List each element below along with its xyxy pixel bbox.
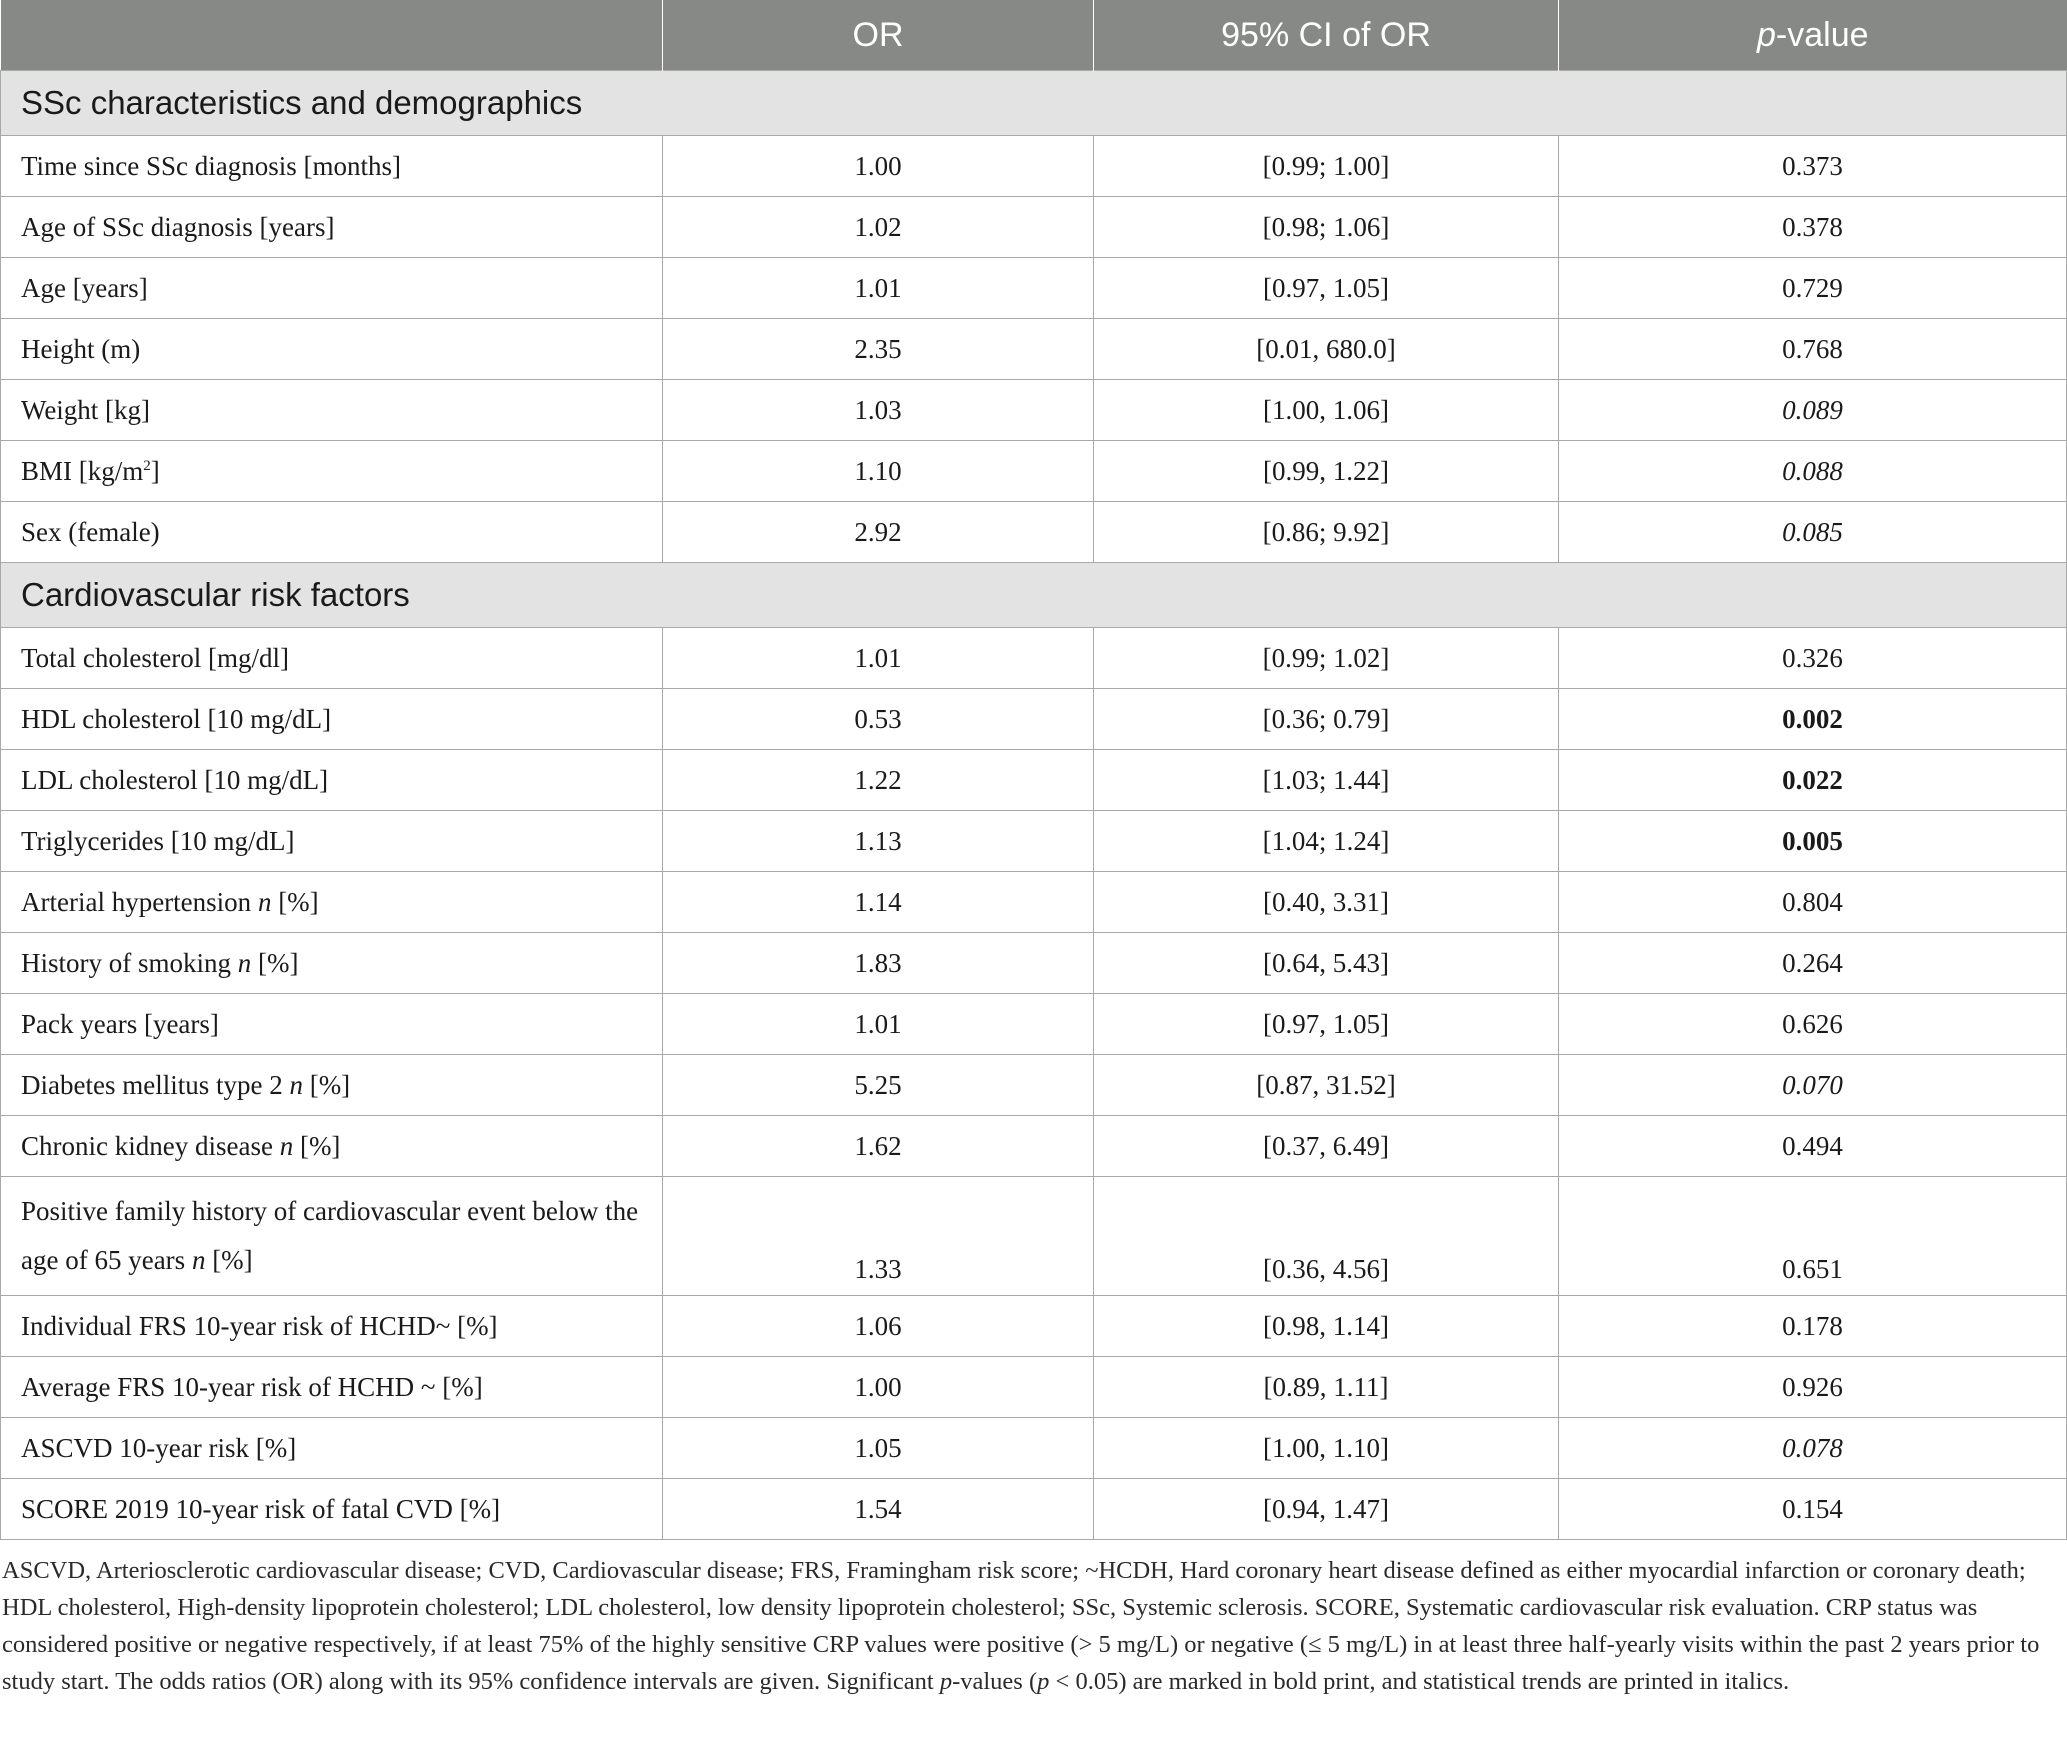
row-ci: [1.03; 1.44] — [1094, 750, 1559, 811]
row-label: Age of SSc diagnosis [years] — [1, 197, 663, 258]
row-label: Height (m) — [1, 319, 663, 380]
row-label-tail: [%] — [271, 886, 319, 917]
row-ci: [0.86; 9.92] — [1094, 502, 1559, 563]
table-row — [1, 811, 2067, 872]
row-label: Pack years [years] — [1, 994, 663, 1055]
row-p-value: 0.626 — [1559, 994, 2067, 1055]
row-label: Sex (female) — [1, 502, 663, 563]
row-ci: [0.36; 0.79] — [1094, 689, 1559, 750]
row-label-text: Diabetes mellitus type 2 — [21, 1069, 290, 1100]
row-ci: [0.37, 6.49] — [1094, 1116, 1559, 1177]
row-or: 0.53 — [663, 689, 1094, 750]
row-p-value: 0.729 — [1559, 258, 2067, 319]
footnote-text: -values ( — [952, 1668, 1038, 1695]
row-ci: [0.97, 1.05] — [1094, 258, 1559, 319]
table-row — [1, 1418, 2067, 1479]
row-ci: [0.36, 4.56] — [1094, 1177, 1559, 1296]
row-p-value-trend: 0.070 — [1559, 1055, 2067, 1116]
footnote-text: ASCVD, Arteriosclerotic cardiovascular disease; CVD, Cardiovascular disease; FRS, Framingham risk score; ~HCDH, Hard coronary heart disease defined as either myocardial infarction or coronary death; HDL cholesterol, High-density lipoprotein cholesterol; LDL cholesterol, low density lipoprotein cholesterol; SSc, Systemic sclerosis. SCORE, Systematic cardiovascular risk evaluation. CRP status was considered positive or negative respectively, if at least 75% of the highly sensitive CRP values were positive (> 5 mg/L) or negative (≤ 5 mg/L) in at least three half-yearly visits within the past 2 years prior to study start. The odds ratios (OR) along with its 95% confidence intervals are given. Significant — [2, 1557, 2040, 1695]
row-label — [1, 872, 663, 933]
row-p-value-significant: 0.002 — [1559, 689, 2067, 750]
row-label-text: BMI [kg/m — [21, 455, 144, 486]
row-p-value: 0.804 — [1559, 872, 2067, 933]
row-or: 5.25 — [663, 1055, 1094, 1116]
row-p-value: 0.264 — [1559, 933, 2067, 994]
row-label-n: n — [279, 1130, 294, 1161]
row-p-value: 0.154 — [1559, 1479, 2067, 1540]
header-p-letter: p — [1756, 15, 1776, 54]
row-or: 2.92 — [663, 502, 1094, 563]
row-label-text: Chronic kidney disease — [21, 1130, 280, 1161]
row-ci: [0.87, 31.52] — [1094, 1055, 1559, 1116]
row-label: Total cholesterol [mg/dl] — [1, 628, 663, 689]
row-or: 1.01 — [663, 994, 1094, 1055]
table-footnote — [0, 1540, 2054, 1700]
row-or: 1.00 — [663, 1357, 1094, 1418]
row-label: HDL cholesterol [10 mg/dL] — [1, 689, 663, 750]
row-p-value-trend: 0.085 — [1559, 502, 2067, 563]
table-row — [1, 197, 2067, 258]
row-ci: [0.98; 1.06] — [1094, 197, 1559, 258]
row-p-value-trend: 0.088 — [1559, 441, 2067, 502]
row-ci: [0.99; 1.02] — [1094, 628, 1559, 689]
row-label-superscript: 2 — [143, 457, 151, 474]
row-label — [1, 933, 663, 994]
row-ci: [1.04; 1.24] — [1094, 811, 1559, 872]
row-label: SCORE 2019 10-year risk of fatal CVD [%] — [1, 1479, 663, 1540]
row-or: 1.01 — [663, 258, 1094, 319]
row-ci: [0.98, 1.14] — [1094, 1296, 1559, 1357]
section-title: Cardiovascular risk factors — [1, 563, 2067, 628]
row-or: 2.35 — [663, 319, 1094, 380]
row-p-value-trend: 0.078 — [1559, 1418, 2067, 1479]
table-row — [1, 258, 2067, 319]
row-label: Average FRS 10-year risk of HCHD ~ [%] — [1, 1357, 663, 1418]
row-ci: [0.99; 1.00] — [1094, 136, 1559, 197]
row-label-n: n — [257, 886, 272, 917]
row-label — [1, 1116, 663, 1177]
row-label — [1, 1177, 663, 1296]
row-or: 1.05 — [663, 1418, 1094, 1479]
row-label-text: History of smoking — [21, 947, 238, 978]
header-row — [1, 0, 2067, 71]
table-row — [1, 994, 2067, 1055]
row-or: 1.62 — [663, 1116, 1094, 1177]
row-label-tail: [%] — [205, 1245, 253, 1275]
table-row — [1, 628, 2067, 689]
row-label-text: Arterial hypertension — [21, 886, 258, 917]
row-label: ASCVD 10-year risk [%] — [1, 1418, 663, 1479]
row-ci: [0.64, 5.43] — [1094, 933, 1559, 994]
table-row — [1, 1296, 2067, 1357]
table-row — [1, 872, 2067, 933]
row-label — [1, 441, 663, 502]
row-ci: [0.99, 1.22] — [1094, 441, 1559, 502]
row-or: 1.22 — [663, 750, 1094, 811]
row-label: Triglycerides [10 mg/dL] — [1, 811, 663, 872]
row-or: 1.54 — [663, 1479, 1094, 1540]
header-ci: 95% CI of OR — [1094, 0, 1559, 71]
row-ci: [0.94, 1.47] — [1094, 1479, 1559, 1540]
row-or: 1.02 — [663, 197, 1094, 258]
section-title: SSc characteristics and demographics — [1, 71, 2067, 136]
row-label: Individual FRS 10-year risk of HCHD~ [%] — [1, 1296, 663, 1357]
row-p-value: 0.378 — [1559, 197, 2067, 258]
footnote-p-italic: p — [939, 1668, 953, 1695]
row-or: 1.13 — [663, 811, 1094, 872]
header-p-value — [1559, 0, 2067, 71]
row-or: 1.00 — [663, 136, 1094, 197]
table-row — [1, 750, 2067, 811]
row-ci: [0.97, 1.05] — [1094, 994, 1559, 1055]
table-row — [1, 380, 2067, 441]
section-header — [1, 563, 2067, 628]
row-p-value: 0.494 — [1559, 1116, 2067, 1177]
row-ci: [0.40, 3.31] — [1094, 872, 1559, 933]
row-label: Time since SSc diagnosis [months] — [1, 136, 663, 197]
table-row — [1, 1116, 2067, 1177]
row-or: 1.06 — [663, 1296, 1094, 1357]
row-label-tail: [%] — [293, 1130, 341, 1161]
row-label-n: n — [237, 947, 252, 978]
footnote-text: < 0.05) are marked in bold print, and statistical trends are printed in italics. — [1049, 1668, 1790, 1695]
table-row — [1, 689, 2067, 750]
table-row — [1, 1357, 2067, 1418]
row-p-value: 0.178 — [1559, 1296, 2067, 1357]
row-or: 1.14 — [663, 872, 1094, 933]
row-label-n: n — [289, 1069, 303, 1100]
row-ci: [0.01, 680.0] — [1094, 319, 1559, 380]
row-or: 1.01 — [663, 628, 1094, 689]
table-row — [1, 1055, 2067, 1116]
header-variable — [1, 0, 663, 71]
row-or: 1.03 — [663, 380, 1094, 441]
row-label: LDL cholesterol [10 mg/dL] — [1, 750, 663, 811]
row-label-tail: [%] — [251, 947, 299, 978]
table-row — [1, 441, 2067, 502]
row-p-value-trend: 0.089 — [1559, 380, 2067, 441]
row-p-value-significant: 0.005 — [1559, 811, 2067, 872]
row-p-value: 0.768 — [1559, 319, 2067, 380]
header-p-suffix: -value — [1775, 15, 1869, 54]
row-label-tail: ] — [150, 455, 160, 486]
row-p-value: 0.651 — [1559, 1177, 2067, 1296]
table-row — [1, 136, 2067, 197]
row-p-value-significant: 0.022 — [1559, 750, 2067, 811]
row-or: 1.33 — [663, 1177, 1094, 1296]
row-label: Age [years] — [1, 258, 663, 319]
row-label: Weight [kg] — [1, 380, 663, 441]
row-label-text: Positive family history of cardiovascular event below the age of 65 years — [21, 1196, 639, 1275]
header-or: OR — [663, 0, 1094, 71]
section-header — [1, 71, 2067, 136]
table-row — [1, 502, 2067, 563]
row-p-value: 0.373 — [1559, 136, 2067, 197]
table-row — [1, 1479, 2067, 1540]
row-p-value: 0.926 — [1559, 1357, 2067, 1418]
row-p-value: 0.326 — [1559, 628, 2067, 689]
row-label-tail: [%] — [302, 1069, 351, 1100]
row-or: 1.10 — [663, 441, 1094, 502]
table-row — [1, 933, 2067, 994]
row-ci: [1.00, 1.10] — [1094, 1418, 1559, 1479]
row-label-n: n — [191, 1245, 206, 1275]
footnote-p-italic: p — [1037, 1668, 1050, 1695]
row-ci: [1.00, 1.06] — [1094, 380, 1559, 441]
table-row — [1, 319, 2067, 380]
row-or: 1.83 — [663, 933, 1094, 994]
row-ci: [0.89, 1.11] — [1094, 1357, 1559, 1418]
table-row — [1, 1177, 2067, 1296]
row-label — [1, 1055, 663, 1116]
